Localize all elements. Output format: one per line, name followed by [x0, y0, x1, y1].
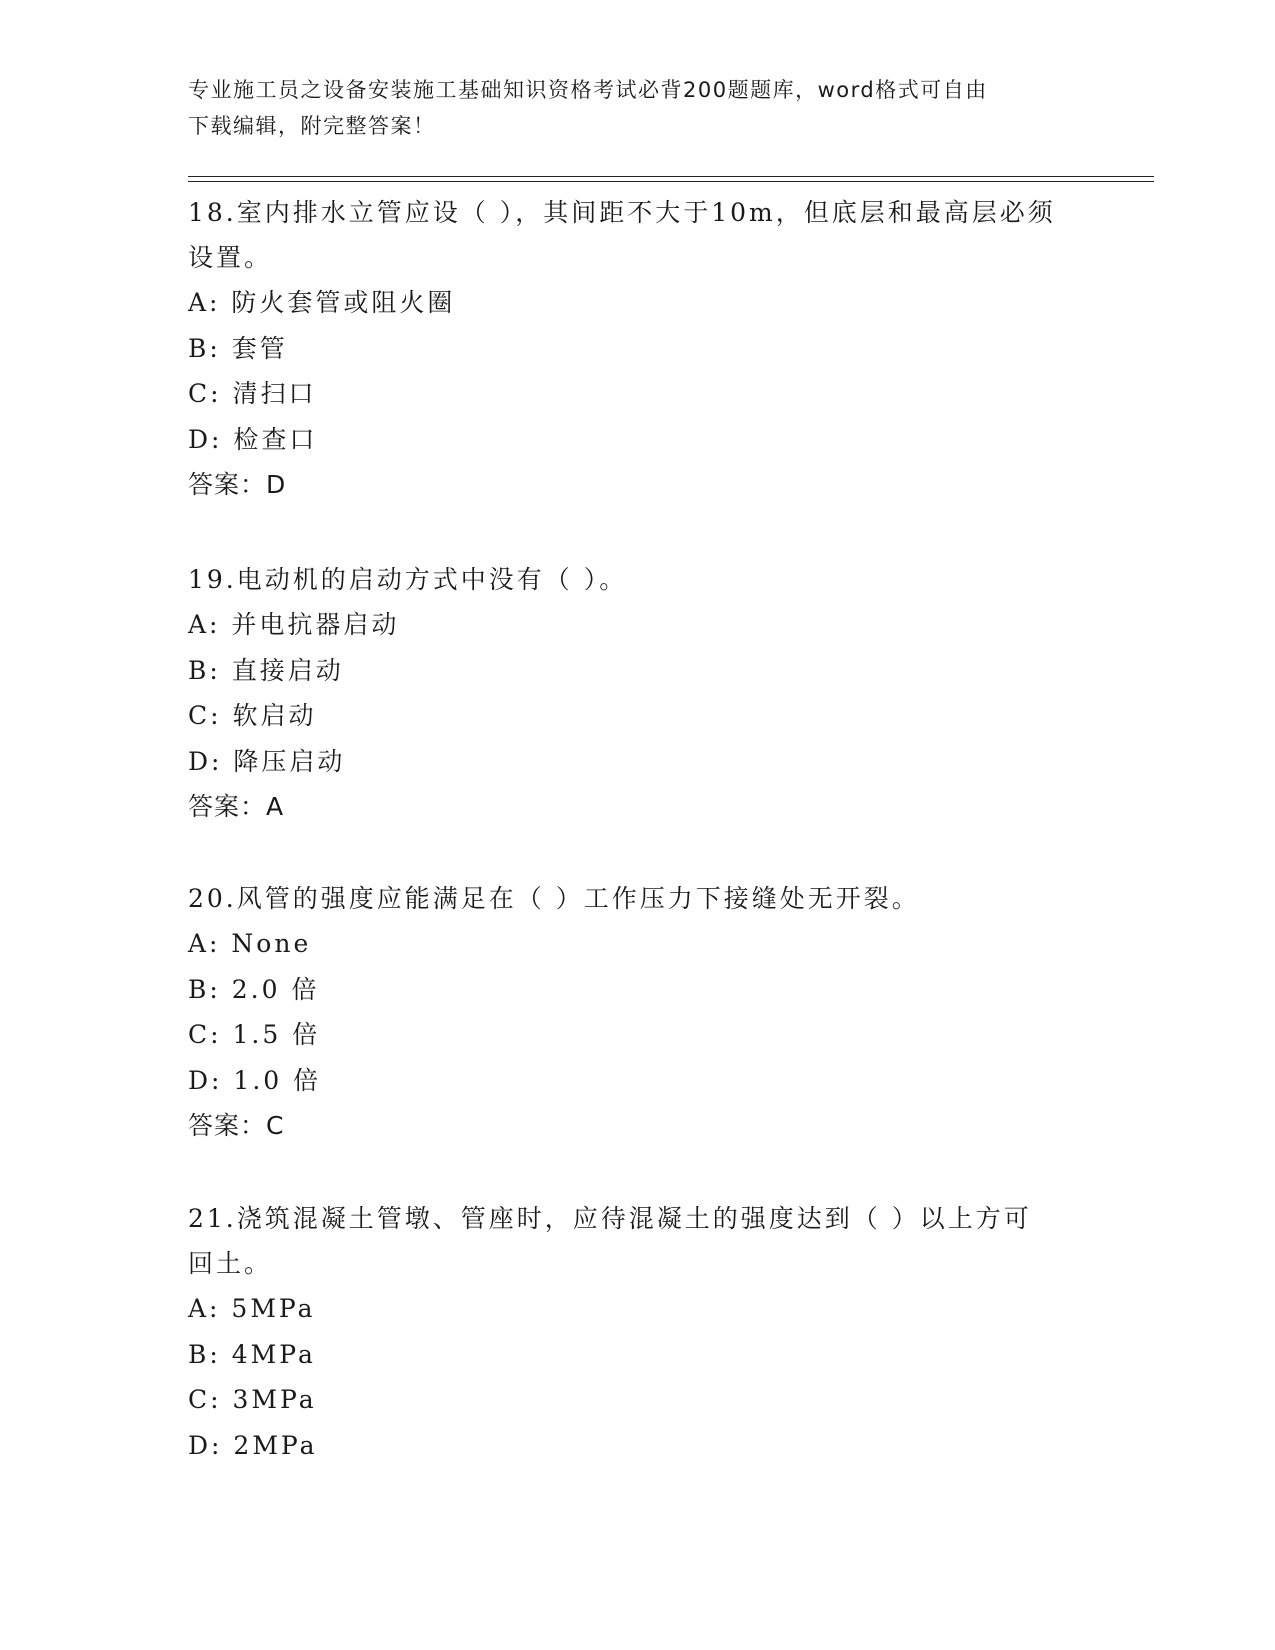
- option-a: A: 防火套管或阻火圈: [188, 288, 456, 317]
- header-line-2: 下载编辑，附完整答案！: [188, 114, 436, 138]
- question-stem-continued: 设置。: [188, 243, 273, 272]
- header-divider-bottom: [188, 181, 1154, 182]
- question-stem-continued: 回土。: [188, 1249, 273, 1278]
- answer: 答案：A: [188, 792, 285, 821]
- option-d: D: 1.0 倍: [188, 1065, 322, 1095]
- header-line-1: 专业施工员之设备安装施工基础知识资格考试必背200题题库，word格式可自由: [188, 78, 988, 102]
- question-21: [188, 1196, 1088, 1468]
- question-19: [188, 557, 1088, 830]
- question-stem: 19.电动机的启动方式中没有（ ）。: [188, 565, 628, 594]
- question-18: [188, 190, 1088, 508]
- header-divider-top: [188, 176, 1154, 177]
- document-header: [188, 72, 1088, 144]
- question-stem: 20.风管的强度应能满足在（ ）工作压力下接缝处无开裂。: [188, 884, 920, 913]
- option-c: C: 1.5 倍: [188, 1020, 321, 1049]
- option-b: B: 2.0 倍: [188, 974, 320, 1004]
- option-d: D: 2MPa: [188, 1430, 318, 1460]
- option-d: D: 降压启动: [188, 746, 346, 776]
- option-d: D: 检查口: [188, 424, 318, 454]
- option-a: A: None: [188, 929, 312, 958]
- option-c: C: 清扫口: [188, 379, 317, 408]
- option-b: B: 4MPa: [188, 1339, 316, 1369]
- answer: 答案：C: [188, 1111, 285, 1140]
- question-stem: 21.浇筑混凝土管墩、管座时，应待混凝土的强度达到（ ）以上方可: [188, 1204, 1032, 1233]
- question-20: [188, 876, 1088, 1149]
- option-a: A: 5MPa: [188, 1294, 316, 1323]
- option-b: B: 套管: [188, 333, 288, 363]
- option-a: A: 并电抗器启动: [188, 610, 400, 639]
- answer: 答案：D: [188, 470, 287, 499]
- option-b: B: 直接启动: [188, 655, 344, 685]
- option-c: C: 软启动: [188, 701, 317, 730]
- option-c: C: 3MPa: [188, 1385, 317, 1414]
- question-stem: 18.室内排水立管应设（ ），其间距不大于10m，但底层和最高层必须: [188, 198, 1056, 227]
